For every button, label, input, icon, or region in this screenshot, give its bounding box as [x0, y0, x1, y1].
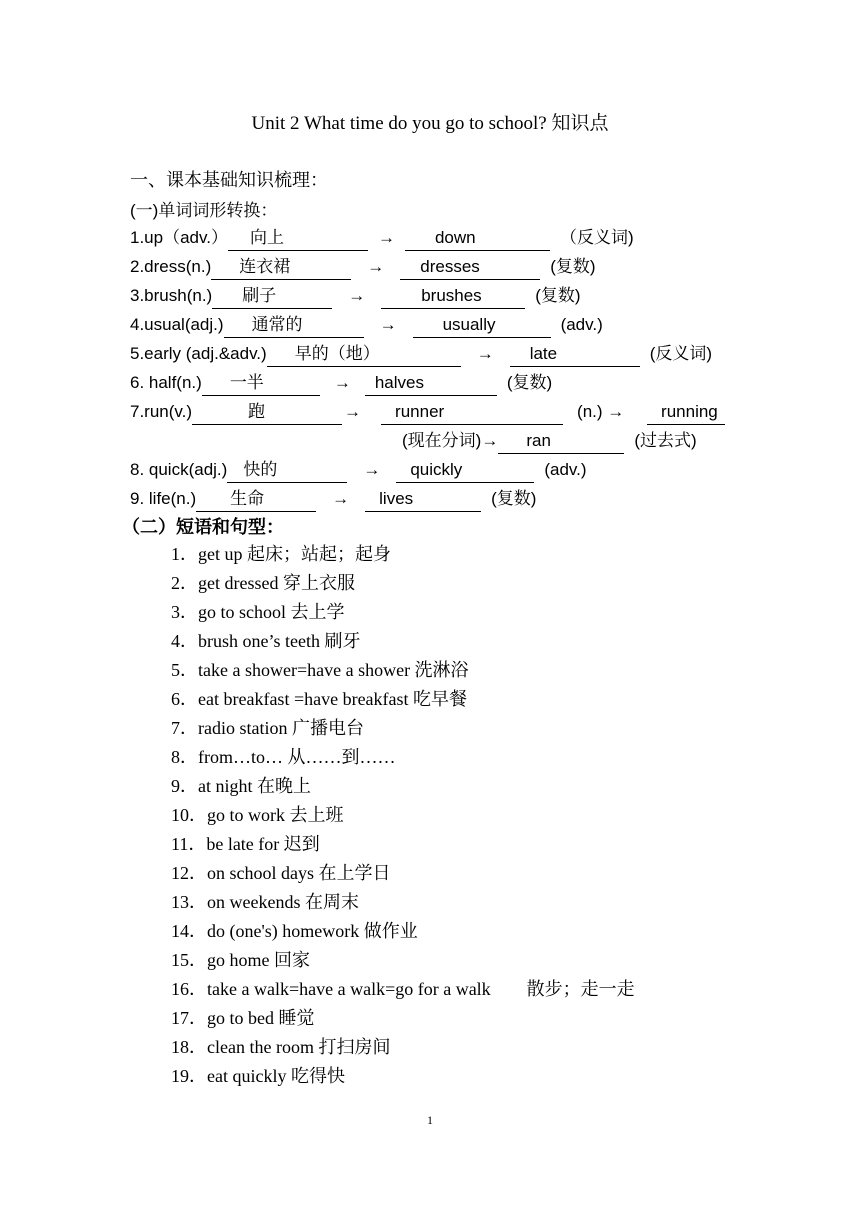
word-head: 5.early (adj.&adv.) — [130, 344, 267, 363]
word-head: 2.dress(n.) — [130, 257, 212, 276]
word-row — [130, 370, 552, 396]
word-row — [130, 225, 634, 251]
answer-blank: quickly — [396, 459, 534, 483]
phrase-item: 17．go to bed 睡觉 — [171, 1008, 315, 1028]
phrase-item: 19．eat quickly 吃得快 — [171, 1066, 345, 1086]
answer-blank: halves — [365, 372, 497, 396]
word-note: (复数) — [535, 286, 581, 305]
word-row-continuation — [402, 428, 697, 454]
phrase-item: 2．get dressed 穿上衣服 — [171, 573, 355, 593]
phrase-item: 10．go to work 去上班 — [171, 805, 344, 825]
phrase-item: 4．brush one’s teeth 刷牙 — [171, 631, 361, 651]
arrow: → — [348, 286, 366, 305]
phrase-item: 18．clean the room 打扫房间 — [171, 1037, 391, 1057]
word-row — [130, 312, 603, 338]
phrase-item: 1．get up 起床；站起；起身 — [171, 544, 391, 564]
phrase-item: 13．on weekends 在周末 — [171, 892, 359, 912]
word-head: 4.usual(adj.) — [130, 315, 224, 334]
answer-blank: 生命 — [196, 488, 316, 512]
arrow: → — [333, 373, 351, 392]
arrow: → — [476, 344, 494, 363]
answer-blank: usually — [413, 314, 551, 338]
phrase-item: 14．do (one's) homework 做作业 — [171, 921, 418, 941]
word-continuation: (现在分词)→ — [402, 431, 499, 450]
word-note: (adv.) — [544, 460, 587, 479]
answer-blank: 跑 — [192, 401, 342, 425]
arrow: → — [367, 257, 385, 276]
section-heading: 一、课本基础知识梳理： — [130, 170, 328, 190]
word-row — [130, 283, 581, 309]
word-note: (adv.) — [560, 315, 603, 334]
word-row — [130, 254, 596, 280]
phrase-item: 15．go home 回家 — [171, 950, 310, 970]
phrase-item: 6．eat breakfast =have breakfast 吃早餐 — [171, 689, 468, 709]
arrow: → — [332, 489, 350, 508]
word-row — [130, 341, 712, 367]
answer-blank: 一半 — [202, 372, 320, 396]
word-row — [130, 457, 587, 483]
phrase-item: 9．at night 在晚上 — [171, 776, 311, 796]
word-head: 8. quick(adj.) — [130, 460, 228, 479]
word-head: 1.up（adv.） — [130, 228, 228, 247]
phrase-item: 16．take a walk=have a walk=go for a walk 散步；走一走 — [171, 979, 635, 999]
answer-blank: 早的（地） — [267, 343, 461, 367]
answer-blank: dresses — [400, 256, 540, 280]
word-note: （反义词) — [559, 228, 634, 247]
arrow: → — [379, 315, 397, 334]
phrase-item: 7．radio station 广播电台 — [171, 718, 364, 738]
answer-blank: 快的 — [227, 459, 347, 483]
answer-blank: late — [510, 343, 640, 367]
answer-blank: brushes — [381, 285, 525, 309]
word-head: 7.run(v.) — [130, 402, 193, 421]
word-note: (n.) → — [577, 402, 625, 421]
word-note: (过去式) — [634, 431, 697, 450]
answer-blank: lives — [365, 488, 481, 512]
arrow: → — [377, 228, 395, 247]
word-note: (复数) — [491, 489, 537, 508]
subsection-heading-phrases: （二）短语和句型： — [122, 517, 284, 537]
answer-blank: down — [405, 227, 550, 251]
answer-blank: runner — [381, 401, 563, 425]
answer-blank: 向上 — [228, 227, 368, 251]
page-number: 1 — [427, 1113, 433, 1127]
arrow: → — [344, 402, 362, 421]
word-head: 3.brush(n.) — [130, 286, 213, 305]
answer-blank: 连衣裙 — [211, 256, 351, 280]
word-row — [130, 486, 536, 512]
phrase-item: 12．on school days 在上学日 — [171, 863, 391, 883]
answer-blank: ran — [498, 430, 624, 454]
phrase-item: 3．go to school 去上学 — [171, 602, 345, 622]
arrow: → — [363, 460, 381, 479]
word-note: (复数) — [550, 257, 596, 276]
answer-blank: running — [647, 401, 725, 425]
phrase-item: 11．be late for 迟到 — [171, 834, 320, 854]
answer-blank: 刷子 — [212, 285, 332, 309]
word-head: 9. life(n.) — [130, 489, 197, 508]
word-row — [130, 399, 725, 425]
answer-blank: 通常的 — [224, 314, 364, 338]
word-head: 6. half(n.) — [130, 373, 202, 392]
word-note: (复数) — [506, 373, 553, 392]
page-title: Unit 2 What time do you go to school? 知识点 — [251, 113, 609, 134]
phrase-item: 5．take a shower=have a shower 洗淋浴 — [171, 660, 469, 680]
subsection-heading-words: (一)单词词形转换： — [130, 201, 278, 220]
word-note: (反义词) — [649, 344, 713, 363]
phrase-item: 8．from…to… 从……到…… — [171, 747, 396, 767]
